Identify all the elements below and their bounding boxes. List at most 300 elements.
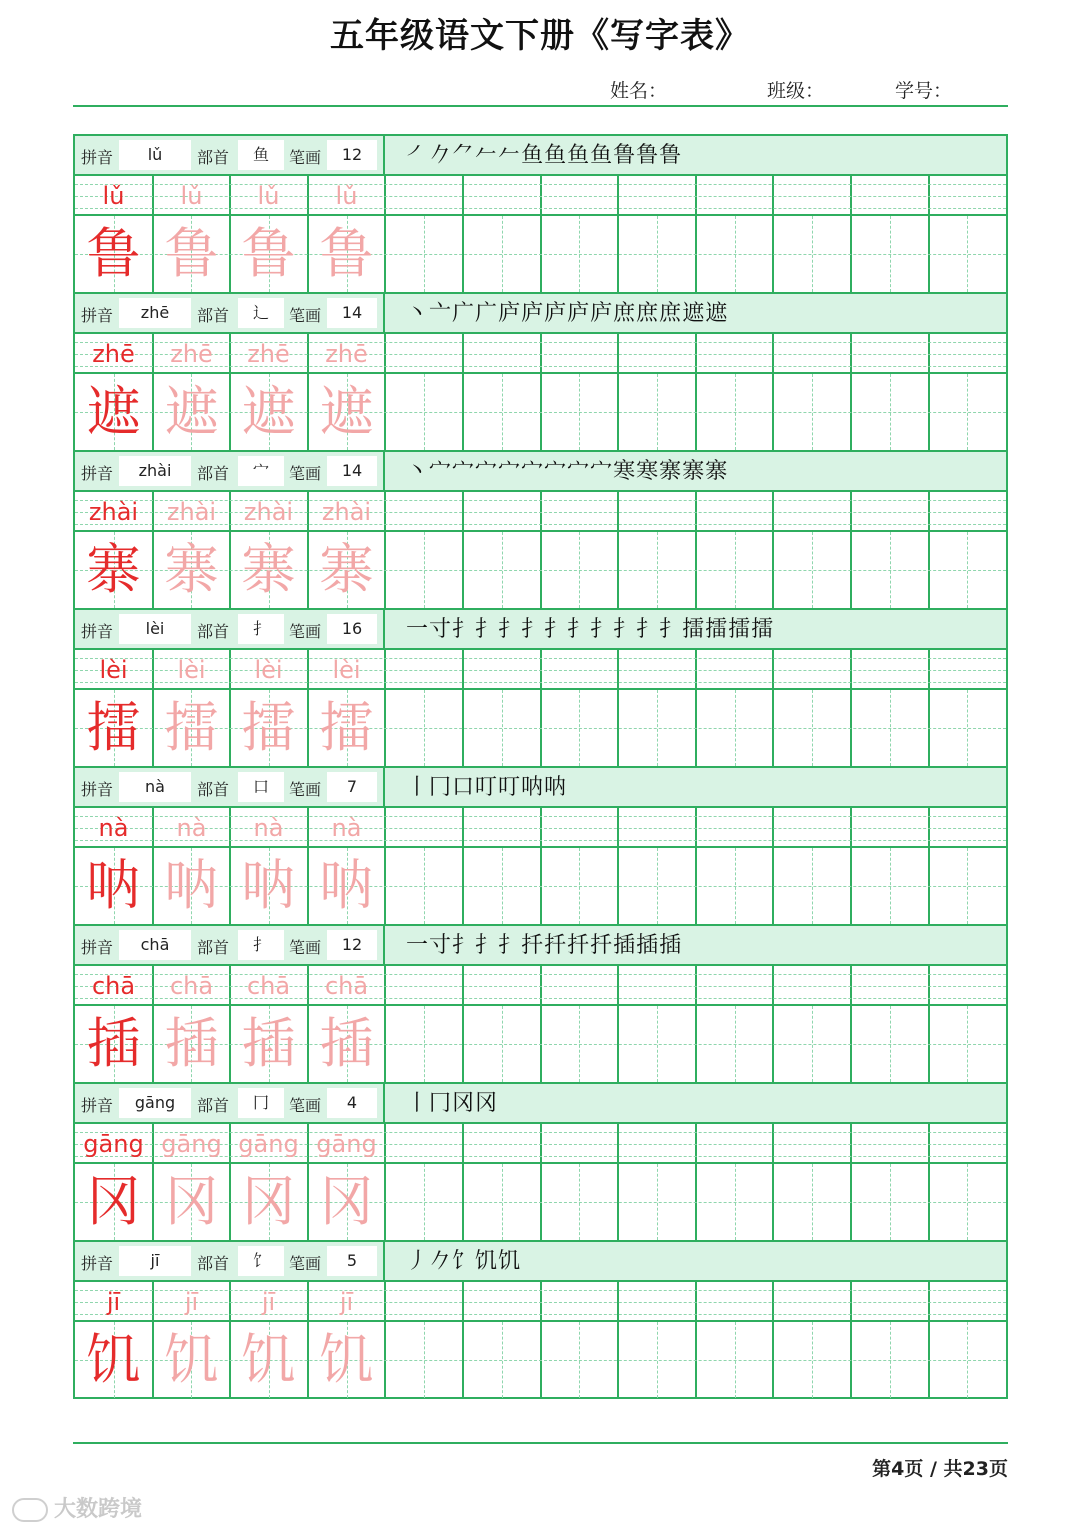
stroke-step: 遮 — [682, 301, 706, 326]
pinyin-label: 拼音 — [81, 622, 114, 641]
practice-cell[interactable] — [851, 532, 928, 608]
practice-cell[interactable] — [385, 216, 462, 292]
writing-practice-sheet — [73, 134, 1008, 1399]
pinyin-trace: chā — [169, 972, 214, 1000]
practice-cell[interactable] — [541, 1322, 618, 1398]
character-trace: 寨 — [164, 538, 219, 601]
character-trace: 鲁 — [241, 222, 296, 285]
stroke-step: 插 — [636, 933, 660, 958]
stroke-step: 鲁 — [613, 143, 637, 168]
practice-cell[interactable] — [463, 690, 540, 766]
practice-cell[interactable] — [773, 216, 850, 292]
practice-cell[interactable] — [618, 374, 695, 450]
stroke-step: 一 — [406, 617, 430, 642]
stroke-step: 庶 — [659, 301, 683, 326]
strokes-value: 12 — [327, 140, 377, 170]
practice-cell[interactable] — [929, 690, 1006, 766]
stroke-step: 插 — [659, 933, 683, 958]
pinyin-value: nà — [119, 772, 191, 802]
watermark-text: 大数跨境 — [54, 1497, 143, 1522]
practice-cell[interactable] — [773, 1322, 850, 1398]
practice-cell[interactable] — [463, 1322, 540, 1398]
practice-cell[interactable] — [385, 532, 462, 608]
strokes-label: 笔画 — [289, 938, 322, 957]
character-trace: 呐 — [241, 854, 296, 917]
radical-value: 宀 — [238, 456, 284, 486]
character-meta — [75, 926, 385, 964]
stroke-step: 宀 — [452, 459, 476, 484]
character-model: 冈 — [86, 1170, 141, 1233]
stroke-step: 亠 — [429, 301, 453, 326]
character-trace: 冈 — [241, 1170, 296, 1233]
practice-cell[interactable] — [696, 532, 773, 608]
stroke-step: ⺈ — [452, 143, 476, 168]
practice-cell[interactable] — [463, 848, 540, 924]
strokes-value: 5 — [327, 1246, 377, 1276]
character-info-row — [75, 768, 1006, 808]
practice-cell[interactable] — [463, 1006, 540, 1082]
practice-cell[interactable] — [541, 532, 618, 608]
character-meta — [75, 1242, 385, 1280]
stroke-order-sequence — [406, 1087, 498, 1121]
practice-cell[interactable] — [696, 1322, 773, 1398]
character-trace: 遮 — [319, 380, 374, 443]
stroke-step: 扦 — [590, 933, 614, 958]
pinyin-trace: jī — [339, 1288, 354, 1316]
character-block — [75, 1242, 1006, 1400]
stroke-step: 丶 — [406, 459, 430, 484]
character-trace: 插 — [319, 1012, 374, 1075]
pinyin-trace: zhài — [321, 498, 372, 526]
pinyin-trace: zhē — [170, 340, 213, 368]
radical-label: 部首 — [197, 938, 230, 957]
stroke-step: 宀 — [475, 459, 499, 484]
pinyin-model: zhài — [88, 498, 139, 526]
stroke-step: 鲁 — [636, 143, 660, 168]
stroke-order-sequence — [406, 771, 567, 805]
stroke-step: 饣 — [452, 1249, 476, 1274]
pinyin-trace: jī — [184, 1288, 199, 1316]
radical-label: 部首 — [197, 306, 230, 325]
practice-cell[interactable] — [541, 374, 618, 450]
stroke-step: 丿 — [406, 1249, 430, 1274]
stroke-step: 扌 — [498, 933, 522, 958]
practice-cell[interactable] — [929, 1164, 1006, 1240]
stroke-step: 擂 — [705, 617, 729, 642]
character-block — [75, 926, 1006, 1084]
character-info-row — [75, 452, 1006, 492]
stroke-step: 扌 — [567, 617, 591, 642]
radical-value: 扌 — [238, 930, 284, 960]
stroke-step: 庐 — [521, 301, 545, 326]
character-trace: 饥 — [319, 1328, 374, 1391]
practice-cell[interactable] — [773, 690, 850, 766]
radical-value: 冂 — [238, 1088, 284, 1118]
character-trace: 饥 — [164, 1328, 219, 1391]
stroke-step: 𠂉 — [475, 143, 499, 168]
radical-label: 部首 — [197, 780, 230, 799]
character-block — [75, 136, 1006, 294]
stroke-step: 寨 — [659, 459, 683, 484]
pinyin-label: 拼音 — [81, 1254, 114, 1273]
practice-cell[interactable] — [929, 1322, 1006, 1398]
practice-cell[interactable] — [385, 374, 462, 450]
strokes-value: 7 — [327, 772, 377, 802]
pinyin-model: gāng — [83, 1130, 144, 1158]
practice-cell[interactable] — [851, 1164, 928, 1240]
practice-cell[interactable] — [696, 1164, 773, 1240]
pinyin-model: zhē — [92, 340, 135, 368]
radical-value: 扌 — [238, 614, 284, 644]
page-title: 五年级语文下册《写字表》 — [330, 16, 750, 56]
pinyin-value: zhài — [119, 456, 191, 486]
character-meta — [75, 768, 385, 806]
pinyin-trace: zhē — [325, 340, 368, 368]
character-trace: 插 — [164, 1012, 219, 1075]
character-trace: 鲁 — [164, 222, 219, 285]
stroke-step: 扌 — [659, 617, 683, 642]
practice-cell[interactable] — [463, 216, 540, 292]
stroke-step: 扌 — [475, 617, 499, 642]
name-field-label[interactable]: 姓名： — [610, 80, 668, 102]
practice-cell[interactable] — [618, 1006, 695, 1082]
pinyin-model: chā — [91, 972, 136, 1000]
pinyin-trace: gāng — [161, 1130, 222, 1158]
stroke-step: 饥 — [475, 1249, 499, 1274]
character-block — [75, 1084, 1006, 1242]
pinyin-trace: lèi — [177, 656, 206, 684]
practice-cell[interactable] — [851, 690, 928, 766]
character-trace: 擂 — [164, 696, 219, 759]
character-trace: 遮 — [241, 380, 296, 443]
stroke-step: 𠂉 — [498, 143, 522, 168]
character-model: 饥 — [86, 1328, 141, 1391]
practice-cell[interactable] — [618, 690, 695, 766]
practice-cell[interactable] — [463, 532, 540, 608]
pinyin-trace: lǔ — [335, 182, 358, 210]
stroke-order-sequence — [406, 1245, 521, 1279]
practice-cell[interactable] — [851, 216, 928, 292]
student-info — [610, 76, 1010, 102]
watermark — [12, 1492, 142, 1523]
pinyin-trace: zhài — [243, 498, 294, 526]
stroke-step: 丨 — [406, 1091, 430, 1116]
strokes-label: 笔画 — [289, 464, 322, 483]
stroke-step: 扌 — [475, 933, 499, 958]
character-trace: 冈 — [319, 1170, 374, 1233]
strokes-value: 4 — [327, 1088, 377, 1118]
character-trace: 呐 — [319, 854, 374, 917]
pinyin-label: 拼音 — [81, 148, 114, 167]
character-info-row — [75, 926, 1006, 966]
stroke-step: 擂 — [682, 617, 706, 642]
pinyin-trace: gāng — [316, 1130, 377, 1158]
stroke-step: 宀 — [544, 459, 568, 484]
character-trace: 鲁 — [319, 222, 374, 285]
character-model: 鲁 — [86, 222, 141, 285]
stroke-step: 𠂊 — [429, 143, 453, 168]
character-model: 呐 — [86, 854, 141, 917]
stroke-step: 广 — [475, 301, 499, 326]
strokes-value: 14 — [327, 456, 377, 486]
practice-cell[interactable] — [696, 848, 773, 924]
practice-cell[interactable] — [618, 848, 695, 924]
character-meta — [75, 294, 385, 332]
character-info-row — [75, 136, 1006, 176]
stroke-step: 鱼 — [590, 143, 614, 168]
character-trace: 呐 — [164, 854, 219, 917]
character-block — [75, 610, 1006, 768]
stroke-step: 扌 — [636, 617, 660, 642]
pinyin-model: jī — [106, 1288, 121, 1316]
strokes-value: 14 — [327, 298, 377, 328]
pinyin-value: jī — [119, 1246, 191, 1276]
stroke-step: 遮 — [705, 301, 729, 326]
character-trace: 遮 — [164, 380, 219, 443]
practice-cell[interactable] — [773, 1006, 850, 1082]
stroke-step: 宀 — [498, 459, 522, 484]
pinyin-value: chā — [119, 930, 191, 960]
practice-cell[interactable] — [696, 690, 773, 766]
class-field-label[interactable]: 班级： — [767, 80, 825, 102]
pinyin-trace: lèi — [332, 656, 361, 684]
pinyin-trace: lèi — [254, 656, 283, 684]
pinyin-value: lǔ — [119, 140, 191, 170]
stroke-step: 插 — [613, 933, 637, 958]
character-model: 遮 — [86, 380, 141, 443]
stroke-step: 冂 — [429, 1091, 453, 1116]
stroke-step: 宀 — [590, 459, 614, 484]
stroke-step: 庶 — [613, 301, 637, 326]
stroke-step: 扌 — [498, 617, 522, 642]
practice-cell[interactable] — [696, 1006, 773, 1082]
stroke-order-sequence — [406, 929, 682, 963]
practice-cell[interactable] — [541, 690, 618, 766]
practice-cell[interactable] — [618, 532, 695, 608]
stroke-step: 扌 — [544, 617, 568, 642]
stroke-step: 扌 — [613, 617, 637, 642]
character-trace: 冈 — [164, 1170, 219, 1233]
pinyin-label: 拼音 — [81, 780, 114, 799]
watermark-logo-icon — [12, 1498, 48, 1522]
stroke-step: 广 — [452, 301, 476, 326]
stroke-order-sequence — [406, 297, 728, 331]
character-block — [75, 452, 1006, 610]
strokes-label: 笔画 — [289, 306, 322, 325]
practice-cell[interactable] — [929, 532, 1006, 608]
stroke-step: 寒 — [636, 459, 660, 484]
pinyin-trace: zhē — [247, 340, 290, 368]
pinyin-trace: nà — [176, 814, 207, 842]
strokes-label: 笔画 — [289, 622, 322, 641]
character-trace: 寨 — [319, 538, 374, 601]
pinyin-value: lèi — [119, 614, 191, 644]
strokes-label: 笔画 — [289, 1254, 322, 1273]
strokes-value: 12 — [327, 930, 377, 960]
practice-cell[interactable] — [929, 216, 1006, 292]
character-model: 擂 — [86, 696, 141, 759]
practice-cell[interactable] — [618, 216, 695, 292]
character-info-row — [75, 294, 1006, 334]
pinyin-label: 拼音 — [81, 938, 114, 957]
radical-label: 部首 — [197, 148, 230, 167]
pinyin-model: lǔ — [102, 182, 125, 210]
stroke-step: 擂 — [751, 617, 775, 642]
stroke-step: 寨 — [682, 459, 706, 484]
stroke-step: 寨 — [705, 459, 729, 484]
practice-cell[interactable] — [541, 848, 618, 924]
character-meta — [75, 1084, 385, 1122]
strokes-label: 笔画 — [289, 780, 322, 799]
practice-cell[interactable] — [851, 374, 928, 450]
stroke-step: 鱼 — [521, 143, 545, 168]
practice-cell[interactable] — [463, 1164, 540, 1240]
pinyin-label: 拼音 — [81, 306, 114, 325]
stroke-step: 庐 — [590, 301, 614, 326]
practice-cell[interactable] — [773, 532, 850, 608]
stroke-step: 丨 — [406, 775, 430, 800]
character-info-row — [75, 1084, 1006, 1124]
practice-cell[interactable] — [851, 848, 928, 924]
stroke-order-sequence — [406, 613, 774, 647]
stroke-step: 口 — [452, 775, 476, 800]
stroke-step: 呐 — [521, 775, 545, 800]
stroke-step: 扌 — [590, 617, 614, 642]
stroke-step: 冈 — [475, 1091, 499, 1116]
pinyin-trace: zhài — [166, 498, 217, 526]
stroke-step: 冈 — [452, 1091, 476, 1116]
practice-cell[interactable] — [773, 1164, 850, 1240]
stroke-step: ㇒ — [406, 143, 430, 168]
character-block — [75, 768, 1006, 926]
stroke-step: 丶 — [406, 301, 430, 326]
stroke-step: 庐 — [498, 301, 522, 326]
stroke-step: 扌 — [452, 617, 476, 642]
character-model: 寨 — [86, 538, 141, 601]
practice-cell[interactable] — [541, 1164, 618, 1240]
stroke-step: 鱼 — [567, 143, 591, 168]
pinyin-trace: chā — [324, 972, 369, 1000]
stroke-step: 𠂊 — [429, 1249, 453, 1274]
pinyin-trace: nà — [331, 814, 362, 842]
header-divider — [73, 105, 1008, 107]
stroke-step: 庶 — [636, 301, 660, 326]
pinyin-trace: lǔ — [257, 182, 280, 210]
practice-cell[interactable] — [929, 1006, 1006, 1082]
stroke-step: 扌 — [452, 933, 476, 958]
radical-label: 部首 — [197, 1254, 230, 1273]
character-info-row — [75, 1242, 1006, 1282]
character-trace: 插 — [241, 1012, 296, 1075]
pinyin-trace: chā — [246, 972, 291, 1000]
stroke-step: 扦 — [544, 933, 568, 958]
stroke-step: 庐 — [567, 301, 591, 326]
radical-value: 饣 — [238, 1246, 284, 1276]
stroke-step: 叮 — [498, 775, 522, 800]
stroke-step: 扌 — [521, 617, 545, 642]
stroke-step: 饥 — [498, 1249, 522, 1274]
practice-cell[interactable] — [385, 848, 462, 924]
character-block — [75, 294, 1006, 452]
character-trace: 擂 — [241, 696, 296, 759]
character-model: 插 — [86, 1012, 141, 1075]
practice-cell[interactable] — [541, 216, 618, 292]
practice-cell[interactable] — [618, 1322, 695, 1398]
stroke-step: 扦 — [521, 933, 545, 958]
page-number: 第4页 / 共23页 — [872, 1458, 1008, 1480]
radical-label: 部首 — [197, 622, 230, 641]
pinyin-trace: gāng — [238, 1130, 299, 1158]
pinyin-trace: jī — [261, 1288, 276, 1316]
practice-cell[interactable] — [696, 216, 773, 292]
stroke-step: 寸 — [429, 933, 453, 958]
stroke-order-sequence — [406, 455, 728, 489]
practice-cell[interactable] — [696, 374, 773, 450]
practice-cell[interactable] — [618, 1164, 695, 1240]
radical-value: 口 — [238, 772, 284, 802]
practice-cell[interactable] — [541, 1006, 618, 1082]
pinyin-trace: lǔ — [180, 182, 203, 210]
strokes-label: 笔画 — [289, 148, 322, 167]
pinyin-model: nà — [98, 814, 129, 842]
character-meta — [75, 136, 385, 174]
stroke-step: 扦 — [567, 933, 591, 958]
practice-cell[interactable] — [385, 1164, 462, 1240]
practice-cell[interactable] — [463, 374, 540, 450]
stroke-step: 鲁 — [659, 143, 683, 168]
stroke-step: 一 — [406, 933, 430, 958]
pinyin-model: lèi — [99, 656, 128, 684]
practice-cell[interactable] — [385, 1322, 462, 1398]
pinyin-trace: nà — [253, 814, 284, 842]
student-id-field-label[interactable]: 学号： — [895, 80, 953, 102]
stroke-step: 宀 — [567, 459, 591, 484]
radical-label: 部首 — [197, 464, 230, 483]
character-trace: 饥 — [241, 1328, 296, 1391]
practice-cell[interactable] — [929, 848, 1006, 924]
pinyin-value: zhē — [119, 298, 191, 328]
stroke-step: 鱼 — [544, 143, 568, 168]
stroke-order-sequence — [406, 139, 682, 173]
character-info-row — [75, 610, 1006, 650]
stroke-step: 叮 — [475, 775, 499, 800]
stroke-step: 宀 — [429, 459, 453, 484]
strokes-label: 笔画 — [289, 1096, 322, 1115]
stroke-step: 冂 — [429, 775, 453, 800]
practice-cell[interactable] — [851, 1006, 928, 1082]
radical-label: 部首 — [197, 1096, 230, 1115]
stroke-step: 寸 — [429, 617, 453, 642]
radical-value: 鱼 — [238, 140, 284, 170]
stroke-step: 寒 — [613, 459, 637, 484]
stroke-step: 呐 — [544, 775, 568, 800]
pinyin-value: gāng — [119, 1088, 191, 1118]
practice-cell[interactable] — [385, 1006, 462, 1082]
practice-cell[interactable] — [773, 848, 850, 924]
practice-cell[interactable] — [385, 690, 462, 766]
practice-cell[interactable] — [851, 1322, 928, 1398]
footer-divider — [73, 1442, 1008, 1444]
practice-cell[interactable] — [773, 374, 850, 450]
character-trace: 擂 — [319, 696, 374, 759]
stroke-step: 擂 — [728, 617, 752, 642]
character-trace: 寨 — [241, 538, 296, 601]
practice-cell[interactable] — [929, 374, 1006, 450]
radical-value: 辶 — [238, 298, 284, 328]
stroke-step: 庐 — [544, 301, 568, 326]
character-meta — [75, 610, 385, 648]
strokes-value: 16 — [327, 614, 377, 644]
